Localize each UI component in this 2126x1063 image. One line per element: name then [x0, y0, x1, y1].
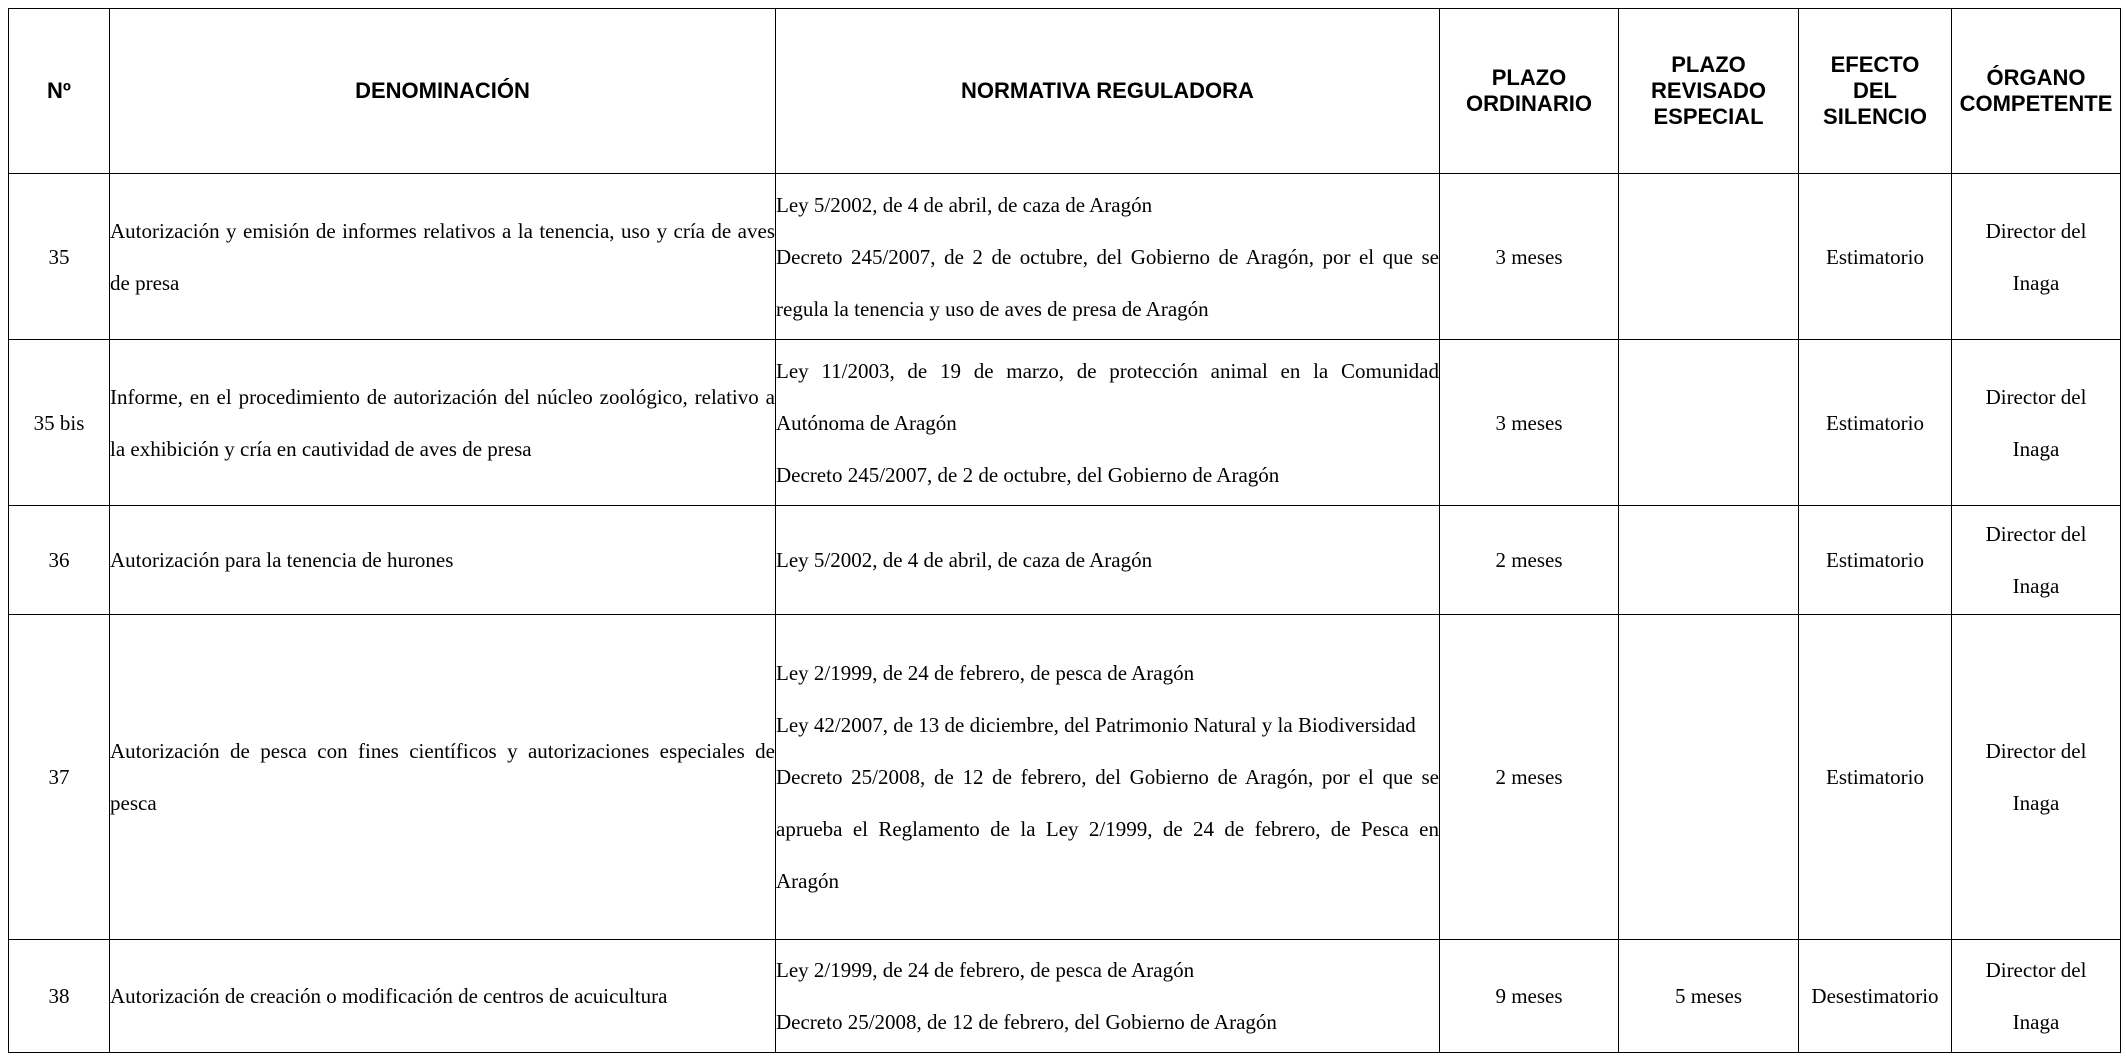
row-normativa: [776, 615, 1440, 940]
row-denominacion: Informe, en el procedimiento de autorización del núcleo zoológico, relativo a la exhibición y cría en cautividad de aves de presa: [110, 340, 776, 506]
header-organo: ÓRGANO COMPETENTE: [1952, 9, 2121, 174]
table-row: [9, 174, 2121, 340]
header-normativa: NORMATIVA REGULADORA: [776, 9, 1440, 174]
table-row: [9, 940, 2121, 1053]
row-number: 35: [9, 174, 110, 340]
row-efecto-silencio: Desestimatorio: [1799, 940, 1952, 1053]
row-organo: Director del Inaga: [1952, 940, 2121, 1053]
header-denominacion: DENOMINACIÓN: [110, 9, 776, 174]
normativa-item: Ley 2/1999, de 24 de febrero, de pesca de Aragón: [776, 661, 1195, 685]
row-organo: Director del Inaga: [1952, 615, 2121, 940]
normativa-item: Decreto 245/2007, de 2 de octubre, del Gobierno de Aragón: [776, 462, 1280, 487]
header-efecto-silencio: EFECTO DEL SILENCIO: [1799, 9, 1952, 174]
table-row: [9, 506, 2121, 615]
normativa-item: Ley 42/2007, de 13 de diciembre, del Patrimonio Natural y la Biodiversidad: [776, 713, 1416, 737]
normativa-item: Ley 5/2002, de 4 de abril, de caza de Aragón: [776, 548, 1153, 572]
row-efecto-silencio: Estimatorio: [1799, 615, 1952, 940]
normativa-item: Ley 2/1999, de 24 de febrero, de pesca de Aragón: [776, 958, 1195, 982]
row-plazo-ordinario: 2 meses: [1440, 615, 1619, 940]
row-plazo-ordinario: 9 meses: [1440, 940, 1619, 1053]
row-denominacion: Autorización para la tenencia de hurones: [110, 506, 776, 615]
row-denominacion: Autorización de pesca con fines científicos y autorizaciones especiales de pesca: [110, 615, 776, 940]
normativa-item: Decreto 25/2008, de 12 de febrero, del Gobierno de Aragón: [776, 1010, 1277, 1034]
row-plazo-revisado: [1619, 174, 1799, 340]
row-efecto-silencio: Estimatorio: [1799, 506, 1952, 615]
row-organo: Director del Inaga: [1952, 174, 2121, 340]
row-normativa: [776, 340, 1440, 506]
row-plazo-revisado: [1619, 506, 1799, 615]
row-efecto-silencio: Estimatorio: [1799, 174, 1952, 340]
header-plazo-ordinario: PLAZO ORDINARIO: [1440, 9, 1619, 174]
header-num: Nº: [9, 9, 110, 174]
row-plazo-ordinario: 2 meses: [1440, 506, 1619, 615]
row-organo: Director del Inaga: [1952, 340, 2121, 506]
row-efecto-silencio: Estimatorio: [1799, 340, 1952, 506]
row-plazo-ordinario: 3 meses: [1440, 340, 1619, 506]
row-plazo-revisado: [1619, 340, 1799, 506]
header-plazo-revisado: PLAZO REVISADO ESPECIAL: [1619, 9, 1799, 174]
header-row: [9, 9, 2121, 174]
row-denominacion: Autorización y emisión de informes relativos a la tenencia, uso y cría de aves de presa: [110, 174, 776, 340]
row-denominacion: Autorización de creación o modificación de centros de acuicultura: [110, 940, 776, 1053]
row-normativa: [776, 506, 1440, 615]
normativa-item: Decreto 245/2007, de 2 de octubre, del Gobierno de Aragón, por el que se regula la tenencia y uso de aves de presa de Aragón: [776, 244, 1439, 321]
row-organo: Director del Inaga: [1952, 506, 2121, 615]
procedures-table: [8, 8, 2121, 1053]
normativa-item: Decreto 25/2008, de 12 de febrero, del Gobierno de Aragón, por el que se aprueba el Reglamento de la Ley 2/1999, de 24 de febrero, de Pesca en Aragón: [776, 765, 1439, 893]
row-number: 38: [9, 940, 110, 1053]
row-plazo-revisado: 5 meses: [1619, 940, 1799, 1053]
row-number: 37: [9, 615, 110, 940]
table-row: [9, 615, 2121, 940]
row-number: 36: [9, 506, 110, 615]
row-plazo-ordinario: 3 meses: [1440, 174, 1619, 340]
normativa-item: Ley 5/2002, de 4 de abril, de caza de Aragón: [776, 192, 1153, 217]
row-normativa: [776, 940, 1440, 1053]
row-number: 35 bis: [9, 340, 110, 506]
normativa-item: Ley 11/2003, de 19 de marzo, de protección animal en la Comunidad Autónoma de Aragón: [776, 358, 1439, 435]
table-row: [9, 340, 2121, 506]
row-plazo-revisado: [1619, 615, 1799, 940]
row-normativa: [776, 174, 1440, 340]
